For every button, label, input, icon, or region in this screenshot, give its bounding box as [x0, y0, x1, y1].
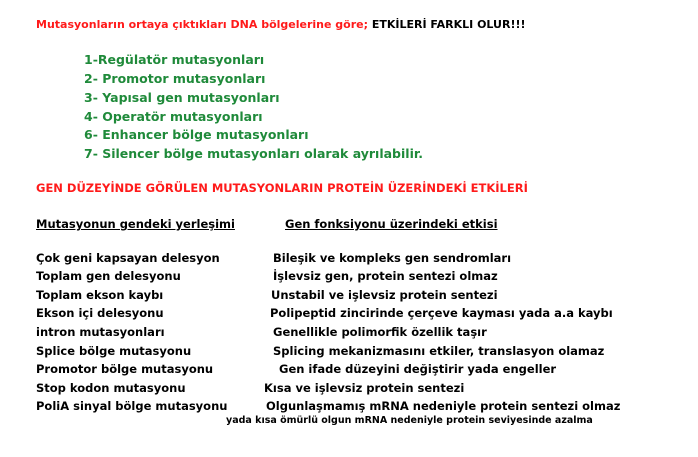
mutation-type-item: 4- Operatör mutasyonları [84, 109, 263, 124]
row-effect: Gen ifade düzeyini değiştirir yada engeller [279, 362, 557, 376]
row-location: intron mutasyonları [36, 325, 165, 339]
mutation-type-item: 7- Silencer bölge mutasyonları olarak ayrılabilir. [84, 146, 423, 161]
row-effect: Genellikle polimorfik özellik taşır [273, 325, 487, 339]
section-title: GEN DÜZEYİNDE GÖRÜLEN MUTASYONLARIN PROTEİN ÜZERİNDEKİ ETKİLERİ [36, 181, 528, 195]
row-effect: Kısa ve işlevsiz protein sentezi [264, 381, 465, 395]
row-effect: Bileşik ve kompleks gen sendromları [273, 251, 512, 265]
row-location: Toplam gen delesyonu [36, 269, 181, 283]
mutation-type-item: 2- Promotor mutasyonları [84, 71, 266, 86]
row-location: Promotor bölge mutasyonu [36, 362, 214, 376]
mutation-type-item: 1-Regülatör mutasyonları [84, 52, 265, 67]
column-header-effect: Gen fonksiyonu üzerindeki etkisi [285, 217, 498, 231]
row-effect: Splicing mekanizmasını etkiler, translasyon olamaz [273, 344, 605, 358]
row-effect: Unstabil ve işlevsiz protein sentezi [271, 288, 498, 302]
row-location: Splice bölge mutasyonu [36, 344, 192, 358]
footnote: yada kısa ömürlü olgun mRNA nedeniyle protein seviyesinde azalma [226, 415, 593, 426]
intro-heading [36, 18, 526, 31]
row-location: Çok geni kapsayan delesyon [36, 251, 220, 265]
row-location: Stop kodon mutasyonu [36, 381, 186, 395]
intro-heading-red: Mutasyonların ortaya çıktıkları DNA bölgelerine göre; [36, 18, 372, 31]
mutation-type-item: 6- Enhancer bölge mutasyonları [84, 127, 309, 142]
row-effect: Olgunlaşmamış mRNA nedeniyle protein sentezi olmaz [266, 399, 621, 413]
mutation-type-item: 3- Yapısal gen mutasyonları [84, 90, 280, 105]
column-header-location: Mutasyonun gendeki yerleşimi [36, 217, 235, 231]
row-location: Ekson içi delesyonu [36, 306, 164, 320]
row-location: Toplam ekson kaybı [36, 288, 164, 302]
row-effect: Polipeptid zincirinde çerçeve kayması yada a.a kaybı [270, 306, 613, 320]
row-effect: İşlevsiz gen, protein sentezi olmaz [273, 269, 498, 283]
intro-heading-black: ETKİLERİ FARKLI OLUR!!! [371, 18, 526, 31]
row-location: PoliA sinyal bölge mutasyonu [36, 399, 228, 413]
